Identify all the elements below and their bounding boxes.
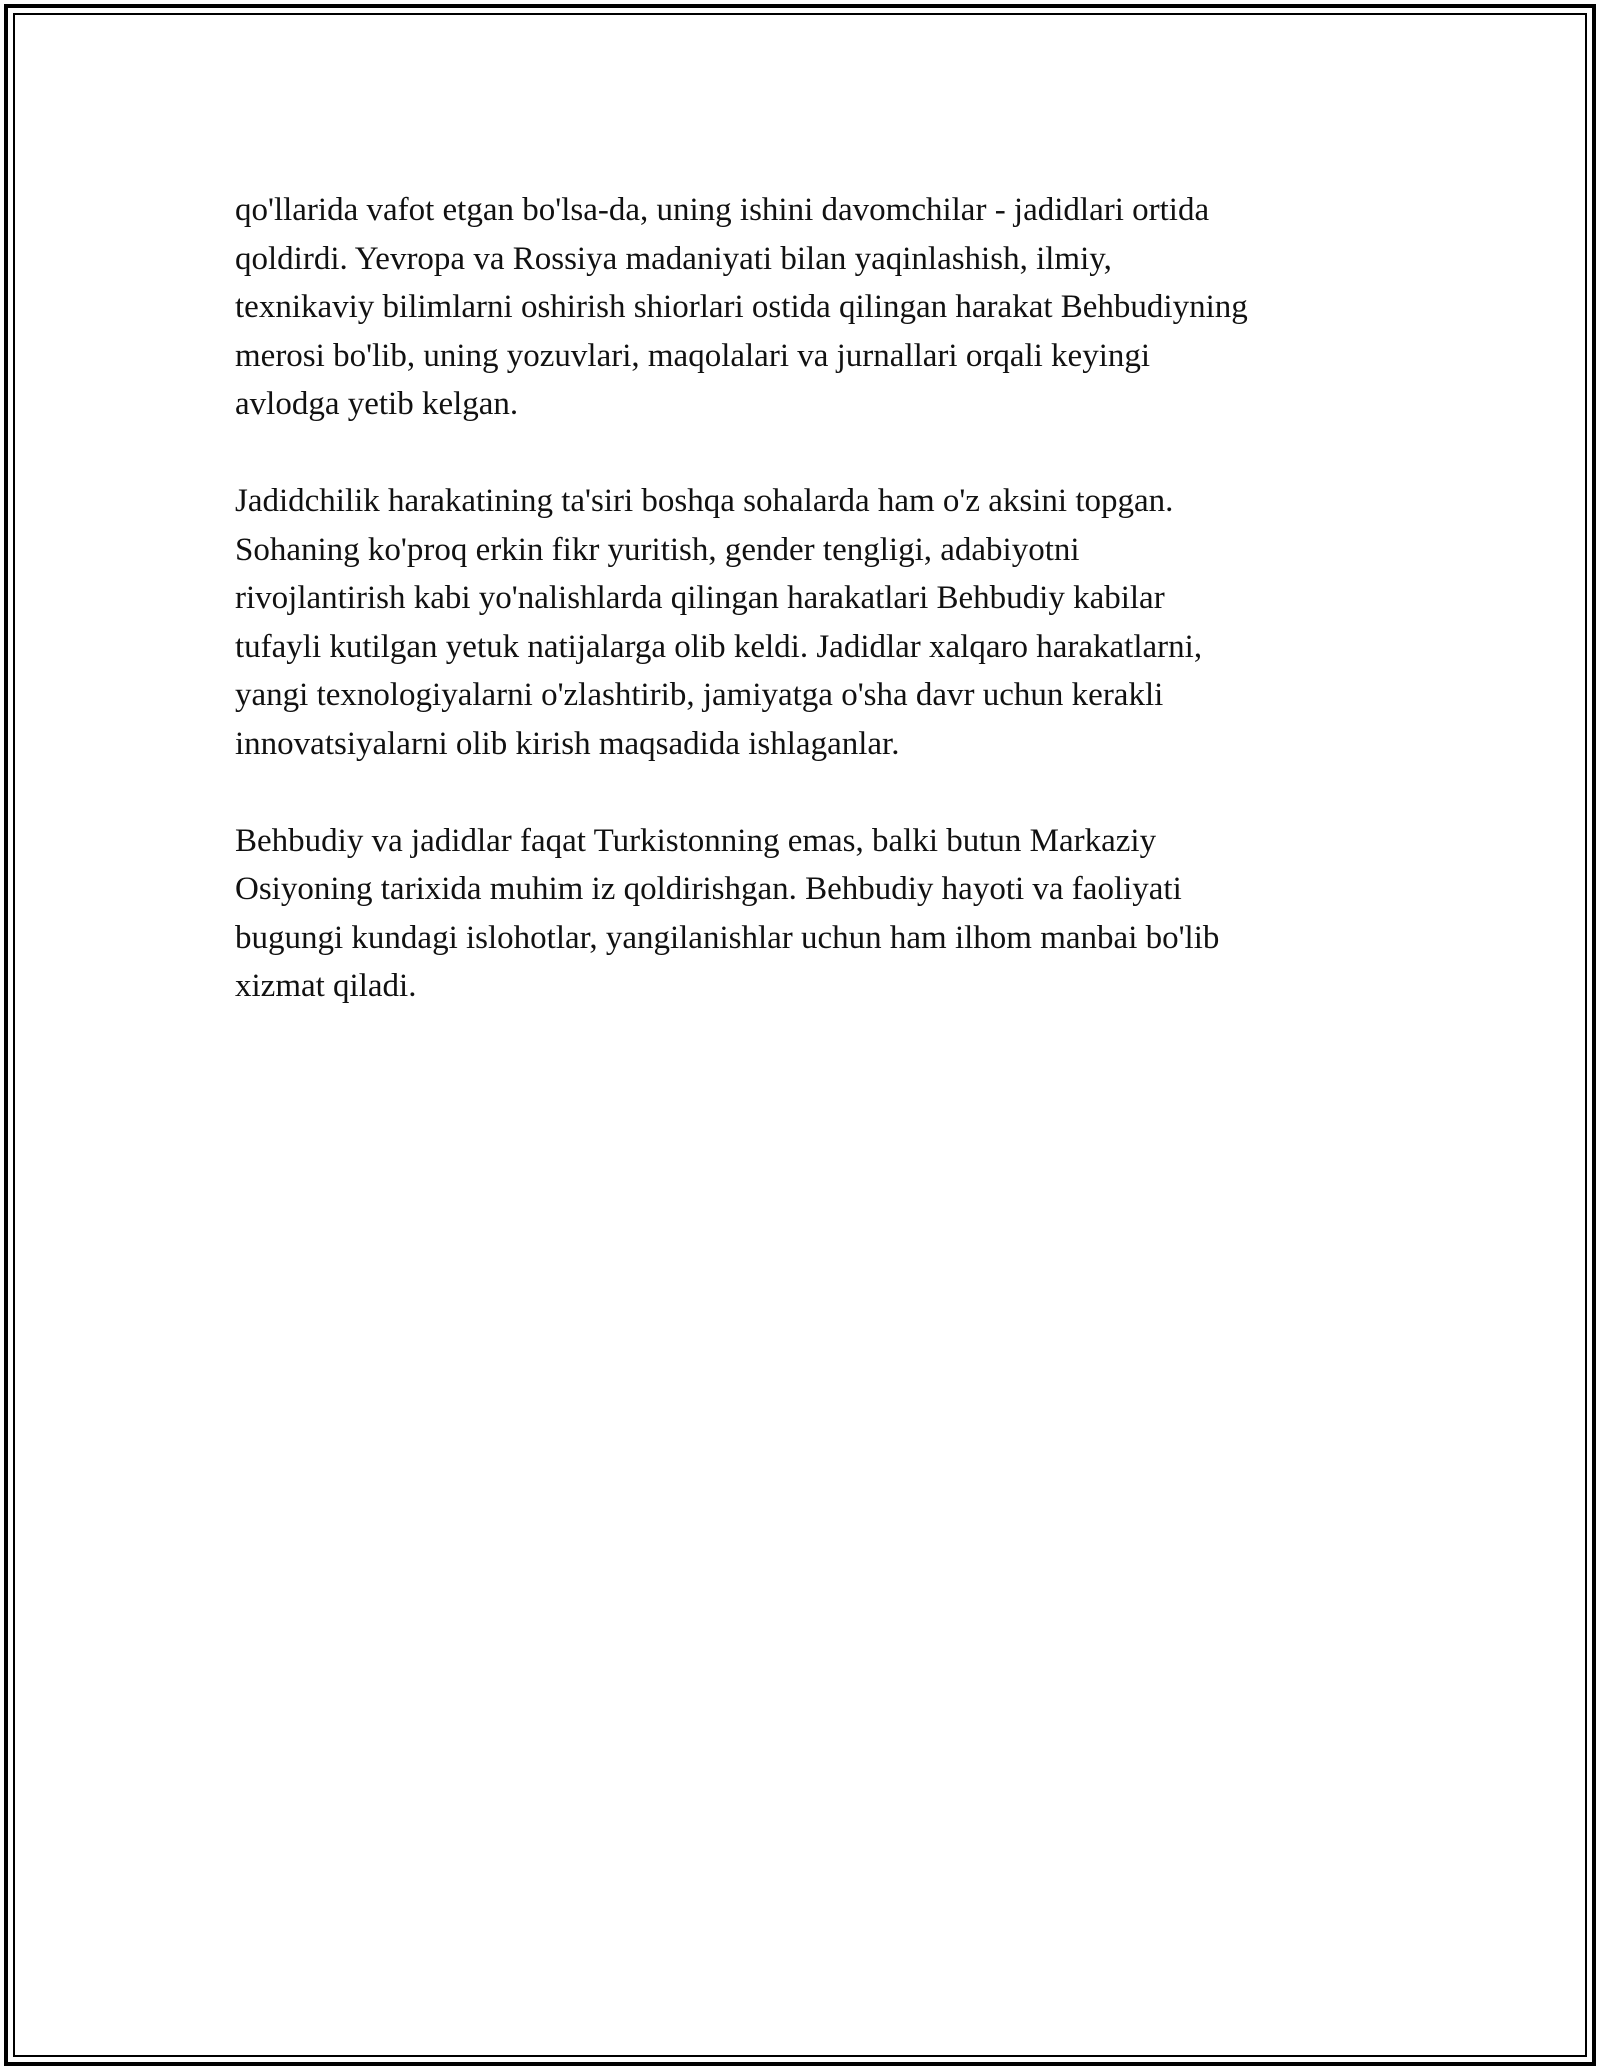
paragraph-2: Jadidchilik harakatining ta'siri boshqa sohalarda ham o'z aksini topgan. Sohaning ko'proq erkin fikr yuritish, gender tengligi, adabiyotni rivojlantirish kabi yo'nalishlarda qilingan harakatlari Behbudiy kabilar tufayli kutilgan yetuk natijalarga olib keldi. Jadidlar xalqaro harakatlarni, yangi texnologiyalarni o'zlashtirib, jamiyatga o'sha davr uchun kerakli innovatsiyalarni olib kirish maqsadida ishlaganlar. [235,483,1203,762]
paragraph-3: Behbudiy va jadidlar faqat Turkistonning emas, balki butun Markaziy Osiyoning tarixida muhim iz qoldirishgan. Behbudiy hayoti va faoliyati bugungi kundagi islohotlar, yangilanishlar uchun ham ilhom manbai bo'lib xizmat qiladi. [235,822,1220,1004]
document-body [235,186,1375,1059]
paragraph-1: qo'llarida vafot etgan bo'lsa-da, uning ishini davomchilar - jadidlari ortida qoldirdi. Yevropa va Rossiya madaniyati bilan yaqinlashish, ilmiy, texnikaviy bilimlarni oshirish shiorlari ostida qilingan harakat Behbudiyning merosi bo'lib, uning yozuvlari, maqolalari va jurnallari orqali keyingi avlodga yetib kelgan. [235,192,1248,422]
